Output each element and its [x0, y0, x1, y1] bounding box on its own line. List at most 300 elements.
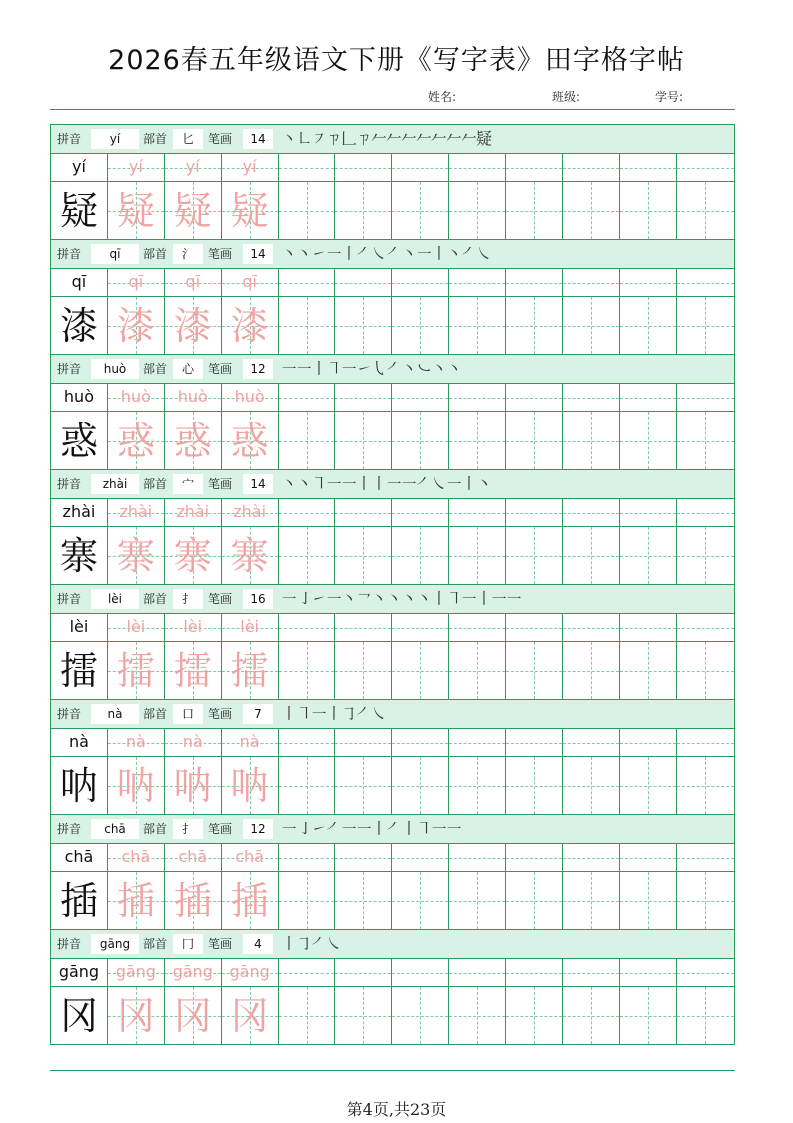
footer-divider [50, 1070, 735, 1071]
tianzi-cell [449, 527, 506, 584]
hanzi-row [51, 757, 734, 815]
trace-character: 疑 [230, 189, 269, 233]
pinyin-cell [506, 959, 563, 986]
stroke-order: 丶丶㇀㇐㇑㇒㇏㇒丶㇐㇑丶㇒㇏ [281, 244, 492, 263]
pinyin-cell [108, 384, 165, 411]
hanzi-row [51, 527, 734, 585]
pinyin-cell [51, 269, 108, 296]
pinyin-value: lèi [91, 589, 139, 609]
tianzi-cell [620, 297, 677, 354]
tianzi-cell [279, 297, 336, 354]
pinyin-cell [279, 959, 336, 986]
pinyin-cell [165, 959, 222, 986]
pinyin-cell [51, 154, 108, 181]
tianzi-cell [620, 412, 677, 469]
class-label: 班级: [552, 90, 581, 104]
tianzi-cell [222, 642, 279, 699]
tianzi-cell [506, 527, 563, 584]
tianzi-cell [563, 412, 620, 469]
tianzi-cell [506, 872, 563, 929]
model-character: 漆 [59, 304, 98, 348]
pinyin-cell [108, 729, 165, 756]
stroke-count: 12 [243, 359, 273, 379]
model-character: 冈 [59, 994, 98, 1038]
pinyin-cell [279, 614, 336, 641]
tianzi-cell [108, 987, 165, 1044]
hanzi-row [51, 297, 734, 355]
pinyin-cell [392, 729, 449, 756]
pinyin-text: chā [178, 847, 208, 866]
pinyin-cell [335, 729, 392, 756]
tianzi-cell [165, 987, 222, 1044]
tianzi-cell [449, 412, 506, 469]
trace-character: 冈 [173, 994, 212, 1038]
pinyin-cell [165, 384, 222, 411]
model-character: 呐 [59, 764, 98, 808]
tianzi-cell [677, 757, 734, 814]
pinyin-text: huò [234, 387, 265, 406]
tianzi-cell [620, 527, 677, 584]
pinyin-cell [563, 959, 620, 986]
tianzi-cell [506, 182, 563, 239]
pinyin-value: qī [91, 244, 139, 264]
tianzi-cell [222, 527, 279, 584]
pinyin-value: nà [91, 704, 139, 724]
tianzi-cell [108, 527, 165, 584]
stroke-order: ㇐㇚㇀㇒㇐㇐㇑㇒㇑㇕㇐㇐ [281, 819, 462, 838]
pinyin-cell [165, 499, 222, 526]
tianzi-cell [506, 757, 563, 814]
hanzi-row [51, 412, 734, 470]
tianzi-cell [279, 412, 336, 469]
pinyin-cell [563, 269, 620, 296]
tianzi-cell [506, 642, 563, 699]
pinyin-cell [108, 269, 165, 296]
tianzi-cell [335, 297, 392, 354]
pinyin-cell [335, 384, 392, 411]
header-divider [50, 109, 735, 110]
char-block [51, 930, 734, 1045]
stroke-order: 丶丶㇕㇐㇐㇑㇑㇐㇐㇒㇏㇐㇑丶 [281, 474, 492, 493]
stroke-label: 笔画 [208, 937, 233, 951]
pinyin-text: huò [120, 387, 151, 406]
tianzi-cell [392, 757, 449, 814]
tianzi-cell [563, 527, 620, 584]
radical-value: 口 [173, 704, 203, 724]
pinyin-cell [108, 614, 165, 641]
char-block [51, 125, 734, 240]
tianzi-cell [506, 297, 563, 354]
pinyin-text: qī [185, 272, 201, 291]
pinyin-cell [108, 154, 165, 181]
trace-character: 呐 [173, 764, 212, 808]
tianzi-cell [392, 642, 449, 699]
tianzi-cell [335, 987, 392, 1044]
pinyin-cell [563, 384, 620, 411]
pinyin-text: huò [177, 387, 208, 406]
pinyin-cell [449, 844, 506, 871]
tianzi-cell [222, 182, 279, 239]
tianzi-cell [620, 642, 677, 699]
pinyin-cell [392, 154, 449, 181]
tianzi-cell [677, 412, 734, 469]
pinyin-cell [677, 729, 734, 756]
char-block [51, 470, 734, 585]
char-header [51, 815, 734, 844]
tianzi-cell [449, 872, 506, 929]
stroke-count: 14 [243, 244, 273, 264]
char-header [51, 470, 734, 499]
pinyin-cell [449, 154, 506, 181]
trace-character: 寨 [173, 534, 212, 578]
tianzi-cell [165, 872, 222, 929]
pinyin-cell [335, 269, 392, 296]
tianzi-cell [392, 872, 449, 929]
pinyin-cell [51, 614, 108, 641]
stroke-label: 笔画 [208, 247, 233, 261]
pinyin-cell [620, 844, 677, 871]
pinyin-text: gāng [229, 962, 270, 981]
tianzi-cell [392, 987, 449, 1044]
tianzi-cell [51, 412, 108, 469]
char-block [51, 240, 734, 355]
pinyin-cell [506, 154, 563, 181]
model-character: 疑 [59, 189, 98, 233]
hanzi-row [51, 987, 734, 1045]
stroke-label: 笔画 [208, 822, 233, 836]
pinyin-label: 拼音 [57, 247, 82, 261]
pinyin-row [51, 614, 734, 642]
pinyin-cell [620, 384, 677, 411]
pinyin-cell [449, 499, 506, 526]
pinyin-cell [335, 844, 392, 871]
radical-value: 匕 [173, 129, 203, 149]
pinyin-cell [222, 269, 279, 296]
tianzi-cell [620, 872, 677, 929]
pinyin-cell [506, 729, 563, 756]
pinyin-cell [392, 614, 449, 641]
model-character: 惑 [59, 419, 98, 463]
tianzi-cell [222, 987, 279, 1044]
pinyin-cell [677, 384, 734, 411]
trace-character: 惑 [230, 419, 269, 463]
pinyin-value: zhài [91, 474, 139, 494]
pinyin-label: 拼音 [57, 707, 82, 721]
tianzi-cell [449, 297, 506, 354]
tianzi-cell [677, 527, 734, 584]
stroke-count: 14 [243, 474, 273, 494]
pinyin-cell [222, 729, 279, 756]
radical-label: 部首 [143, 707, 168, 721]
tianzi-cell [335, 412, 392, 469]
tianzi-cell [677, 297, 734, 354]
tianzi-cell [335, 182, 392, 239]
tianzi-cell [335, 757, 392, 814]
pinyin-text: yí [128, 157, 143, 176]
tianzi-cell [449, 642, 506, 699]
pinyin-cell [165, 269, 222, 296]
tianzi-cell [620, 757, 677, 814]
tianzi-cell [51, 642, 108, 699]
tianzi-cell [506, 987, 563, 1044]
radical-label: 部首 [143, 132, 168, 146]
pinyin-value: huò [91, 359, 139, 379]
pinyin-row [51, 269, 734, 297]
pinyin-text: nà [182, 732, 203, 751]
pinyin-cell [449, 729, 506, 756]
pinyin-cell [677, 499, 734, 526]
pinyin-value: chā [91, 819, 139, 839]
pinyin-cell [620, 154, 677, 181]
char-header [51, 240, 734, 269]
trace-character: 擂 [230, 649, 269, 693]
tianzi-cell [222, 412, 279, 469]
pinyin-cell [449, 384, 506, 411]
radical-value: 扌 [173, 589, 203, 609]
tianzi-cell [279, 527, 336, 584]
tianzi-cell [279, 987, 336, 1044]
pinyin-text: qī [242, 272, 257, 291]
stroke-count: 14 [243, 129, 273, 149]
trace-character: 冈 [116, 994, 155, 1038]
pinyin-cell [51, 384, 108, 411]
tianzi-cell [677, 182, 734, 239]
stroke-count: 16 [243, 589, 273, 609]
pinyin-cell [222, 154, 279, 181]
trace-character: 疑 [173, 189, 212, 233]
pinyin-cell [449, 269, 506, 296]
tianzi-cell [677, 987, 734, 1044]
tianzi-cell [392, 182, 449, 239]
pinyin-text: yí [71, 157, 86, 176]
pinyin-cell [677, 844, 734, 871]
pinyin-cell [279, 729, 336, 756]
pinyin-cell [51, 959, 108, 986]
pinyin-cell [222, 384, 279, 411]
trace-character: 插 [116, 879, 155, 923]
pinyin-label: 拼音 [57, 822, 82, 836]
pinyin-cell [677, 269, 734, 296]
pinyin-text: lèi [183, 617, 203, 636]
pinyin-cell [165, 614, 222, 641]
trace-character: 插 [173, 879, 212, 923]
pinyin-cell [51, 844, 108, 871]
stroke-count: 7 [243, 704, 273, 724]
pinyin-cell [392, 384, 449, 411]
pinyin-cell [279, 499, 336, 526]
trace-character: 惑 [173, 419, 212, 463]
trace-character: 呐 [230, 764, 269, 808]
stroke-label: 笔画 [208, 132, 233, 146]
pinyin-cell [165, 844, 222, 871]
tianzi-cell [677, 872, 734, 929]
radical-label: 部首 [143, 937, 168, 951]
tianzi-cell [392, 297, 449, 354]
pinyin-text: zhài [233, 502, 267, 521]
pinyin-cell [449, 959, 506, 986]
page-number: 第4页,共23页 [346, 1100, 447, 1119]
pinyin-cell [392, 959, 449, 986]
tianzi-cell [563, 872, 620, 929]
trace-character: 漆 [173, 304, 212, 348]
tianzi-cell [108, 182, 165, 239]
pinyin-cell [563, 499, 620, 526]
pinyin-text: gāng [58, 962, 100, 981]
pinyin-text: lèi [69, 617, 89, 636]
pinyin-text: nà [68, 732, 89, 751]
model-character: 擂 [59, 649, 98, 693]
radical-label: 部首 [143, 592, 168, 606]
pinyin-row [51, 154, 734, 182]
pinyin-text: zhài [176, 502, 210, 521]
tianzi-cell [108, 757, 165, 814]
tianzi-cell [563, 642, 620, 699]
pinyin-cell [222, 499, 279, 526]
trace-character: 冈 [230, 994, 269, 1038]
pinyin-cell [335, 154, 392, 181]
tianzi-cell [165, 642, 222, 699]
tianzi-cell [165, 297, 222, 354]
pinyin-cell [392, 269, 449, 296]
char-header [51, 125, 734, 154]
radical-value: 氵 [173, 244, 203, 264]
pinyin-text: huò [63, 387, 94, 406]
pinyin-text: nà [125, 732, 146, 751]
pinyin-value: gāng [91, 934, 139, 954]
pinyin-cell [620, 499, 677, 526]
tianzi-cell [51, 182, 108, 239]
pinyin-cell [165, 729, 222, 756]
char-block [51, 355, 734, 470]
tianzi-cell [620, 182, 677, 239]
tianzi-cell [335, 642, 392, 699]
tianzi-cell [51, 757, 108, 814]
pinyin-label: 拼音 [57, 132, 82, 146]
char-block [51, 585, 734, 700]
practice-sheet [50, 124, 735, 1045]
tianzi-cell [222, 297, 279, 354]
pinyin-text: yí [242, 157, 257, 176]
tianzi-cell [449, 182, 506, 239]
stroke-order: ㇐㇐㇑㇕㇐㇀㇂㇒丶㇃丶丶 [281, 359, 462, 378]
pinyin-cell [279, 269, 336, 296]
tianzi-cell [279, 642, 336, 699]
trace-character: 惑 [116, 419, 155, 463]
pinyin-cell [620, 729, 677, 756]
pinyin-text: qī [128, 272, 144, 291]
tianzi-cell [51, 297, 108, 354]
pinyin-cell [506, 269, 563, 296]
pinyin-row [51, 844, 734, 872]
pinyin-cell [51, 499, 108, 526]
tianzi-cell [165, 527, 222, 584]
name-label: 姓名: [428, 90, 457, 104]
tianzi-cell [165, 412, 222, 469]
radical-value: 扌 [173, 819, 203, 839]
pinyin-cell [563, 614, 620, 641]
pinyin-cell [335, 499, 392, 526]
pinyin-cell [506, 614, 563, 641]
pinyin-text: gāng [172, 962, 213, 981]
pinyin-cell [279, 384, 336, 411]
pinyin-cell [506, 384, 563, 411]
radical-label: 部首 [143, 247, 168, 261]
tianzi-cell [279, 872, 336, 929]
pinyin-cell [108, 959, 165, 986]
pinyin-label: 拼音 [57, 592, 82, 606]
tianzi-cell [335, 527, 392, 584]
tianzi-cell [165, 757, 222, 814]
pinyin-text: lèi [240, 617, 259, 636]
tianzi-cell [449, 757, 506, 814]
tianzi-cell [563, 987, 620, 1044]
page-title: 2026春五年级语文下册《写字表》田字格字帖 [108, 45, 685, 76]
tianzi-cell [563, 182, 620, 239]
pinyin-cell [506, 499, 563, 526]
tianzi-cell [108, 642, 165, 699]
pinyin-cell [222, 614, 279, 641]
pinyin-cell [222, 844, 279, 871]
pinyin-cell [620, 614, 677, 641]
pinyin-cell [506, 844, 563, 871]
tianzi-cell [392, 527, 449, 584]
stroke-count: 12 [243, 819, 273, 839]
stroke-label: 笔画 [208, 477, 233, 491]
pinyin-cell [677, 614, 734, 641]
tianzi-cell [108, 412, 165, 469]
model-character: 插 [59, 879, 98, 923]
trace-character: 漆 [116, 304, 155, 348]
tianzi-cell [392, 412, 449, 469]
radical-value: 心 [173, 359, 203, 379]
pinyin-text: zhài [62, 502, 96, 521]
tianzi-cell [449, 987, 506, 1044]
pinyin-text: lèi [126, 617, 146, 636]
pinyin-cell [563, 154, 620, 181]
pinyin-label: 拼音 [57, 937, 82, 951]
tianzi-cell [222, 757, 279, 814]
pinyin-cell [51, 729, 108, 756]
radical-label: 部首 [143, 477, 168, 491]
char-block [51, 815, 734, 930]
pinyin-label: 拼音 [57, 362, 82, 376]
trace-character: 寨 [230, 534, 269, 578]
pinyin-cell [222, 959, 279, 986]
pinyin-text: chā [64, 847, 94, 866]
tianzi-cell [279, 182, 336, 239]
radical-label: 部首 [143, 822, 168, 836]
radical-value: 宀 [173, 474, 203, 494]
pinyin-text: gāng [115, 962, 156, 981]
char-header [51, 355, 734, 384]
pinyin-text: chā [121, 847, 151, 866]
tianzi-cell [165, 182, 222, 239]
pinyin-text: chā [235, 847, 264, 866]
pinyin-cell [165, 154, 222, 181]
hanzi-row [51, 642, 734, 700]
pinyin-cell [335, 959, 392, 986]
char-header [51, 700, 734, 729]
stroke-order: ㇑㇕㇐㇑㇆㇒㇏ [281, 704, 387, 723]
char-header [51, 585, 734, 614]
radical-label: 部首 [143, 362, 168, 376]
tianzi-cell [51, 872, 108, 929]
model-character: 寨 [59, 534, 98, 578]
tianzi-cell [279, 757, 336, 814]
pinyin-cell [392, 844, 449, 871]
pinyin-cell [335, 614, 392, 641]
pinyin-cell [449, 614, 506, 641]
